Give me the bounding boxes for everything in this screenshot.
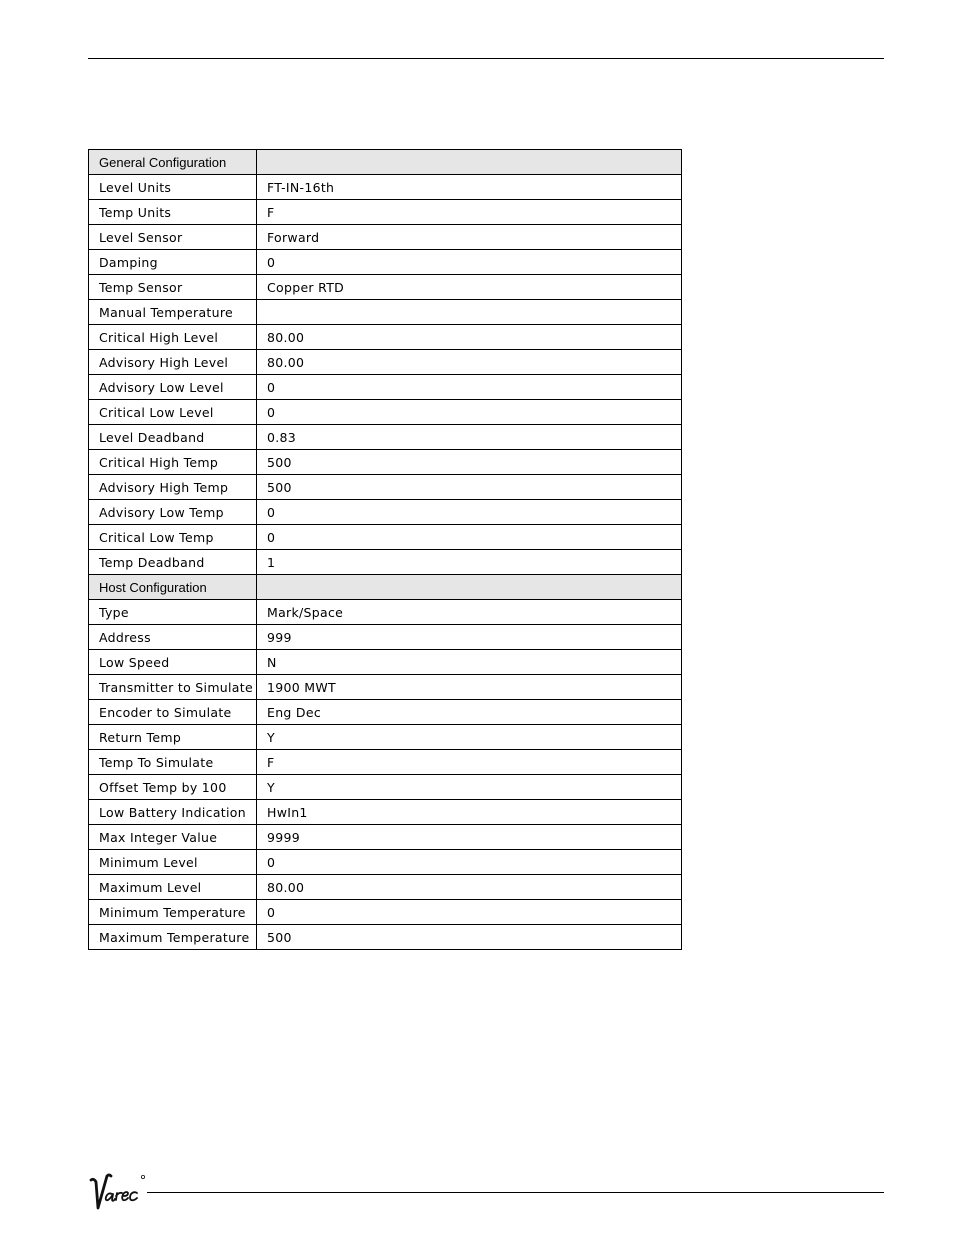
table-row (89, 525, 682, 550)
section-title: Host Configuration (89, 575, 257, 600)
table-row (89, 550, 682, 575)
parameter-label: Maximum Temperature (89, 925, 257, 950)
parameter-value: N (257, 650, 682, 675)
table-row (89, 700, 682, 725)
parameter-value: 0 (257, 850, 682, 875)
parameter-label: Type (89, 600, 257, 625)
parameter-label: Temp Deadband (89, 550, 257, 575)
parameter-value: 80.00 (257, 875, 682, 900)
table-row (89, 350, 682, 375)
parameter-value: 500 (257, 450, 682, 475)
parameter-label: Advisory High Level (89, 350, 257, 375)
parameter-value: 9999 (257, 825, 682, 850)
parameter-value: HwIn1 (257, 800, 682, 825)
table-row (89, 275, 682, 300)
parameter-value: Copper RTD (257, 275, 682, 300)
parameter-label: Temp Sensor (89, 275, 257, 300)
section-title: General Configuration (89, 150, 257, 175)
parameter-value: 80.00 (257, 350, 682, 375)
parameter-label: Low Speed (89, 650, 257, 675)
table-row (89, 325, 682, 350)
parameter-value: 1900 MWT (257, 675, 682, 700)
table-row (89, 875, 682, 900)
table-row (89, 625, 682, 650)
parameter-label: Minimum Temperature (89, 900, 257, 925)
table-row (89, 750, 682, 775)
section-value-cell (257, 575, 682, 600)
table-row (89, 675, 682, 700)
parameter-label: Critical High Temp (89, 450, 257, 475)
parameter-value: 0 (257, 525, 682, 550)
table-row (89, 450, 682, 475)
parameter-value: Eng Dec (257, 700, 682, 725)
parameter-value: 500 (257, 475, 682, 500)
table-row (89, 200, 682, 225)
table-row (89, 925, 682, 950)
parameter-label: Critical High Level (89, 325, 257, 350)
parameter-label: Low Battery Indication (89, 800, 257, 825)
table-row (89, 500, 682, 525)
parameter-label: Damping (89, 250, 257, 275)
table-row (89, 725, 682, 750)
parameter-value: Y (257, 775, 682, 800)
section-value-cell (257, 150, 682, 175)
parameter-value: 500 (257, 925, 682, 950)
parameter-label: Maximum Level (89, 875, 257, 900)
table-row (89, 775, 682, 800)
configuration-table-body (89, 150, 682, 950)
parameter-label: Level Units (89, 175, 257, 200)
parameter-value: 999 (257, 625, 682, 650)
section-header-row (89, 150, 682, 175)
parameter-value: Mark/Space (257, 600, 682, 625)
parameter-label: Critical Low Temp (89, 525, 257, 550)
parameter-value: 0 (257, 375, 682, 400)
parameter-label: Offset Temp by 100 (89, 775, 257, 800)
parameter-label: Critical Low Level (89, 400, 257, 425)
table-row (89, 175, 682, 200)
parameter-label: Address (89, 625, 257, 650)
table-row (89, 375, 682, 400)
parameter-label: Transmitter to Simulate (89, 675, 257, 700)
parameter-value: 0 (257, 900, 682, 925)
parameter-value (257, 300, 682, 325)
parameter-label: Max Integer Value (89, 825, 257, 850)
parameter-label: Level Deadband (89, 425, 257, 450)
parameter-label: Advisory High Temp (89, 475, 257, 500)
parameter-label: Return Temp (89, 725, 257, 750)
header-rule (88, 58, 884, 59)
table-row (89, 800, 682, 825)
parameter-label: Temp Units (89, 200, 257, 225)
parameter-value: 0.83 (257, 425, 682, 450)
parameter-value: Y (257, 725, 682, 750)
parameter-label: Advisory Low Level (89, 375, 257, 400)
table-row (89, 400, 682, 425)
parameter-label: Advisory Low Temp (89, 500, 257, 525)
table-row (89, 900, 682, 925)
footer-rule (147, 1192, 884, 1193)
parameter-value: 0 (257, 400, 682, 425)
table-row (89, 850, 682, 875)
parameter-value: FT-IN-16th (257, 175, 682, 200)
table-row (89, 825, 682, 850)
parameter-label: Encoder to Simulate (89, 700, 257, 725)
parameter-label: Manual Temperature (89, 300, 257, 325)
parameter-value: F (257, 750, 682, 775)
table-row (89, 425, 682, 450)
parameter-value: 0 (257, 250, 682, 275)
parameter-label: Minimum Level (89, 850, 257, 875)
section-header-row (89, 575, 682, 600)
table-row (89, 250, 682, 275)
parameter-label: Level Sensor (89, 225, 257, 250)
parameter-value: Forward (257, 225, 682, 250)
varec-logo (88, 1168, 148, 1216)
table-row (89, 600, 682, 625)
parameter-value: 80.00 (257, 325, 682, 350)
parameter-value: 0 (257, 500, 682, 525)
configuration-table (88, 149, 682, 950)
table-row (89, 650, 682, 675)
varec-logo-mark (88, 1168, 148, 1216)
parameter-value: F (257, 200, 682, 225)
table-row (89, 300, 682, 325)
parameter-value: 1 (257, 550, 682, 575)
table-row (89, 475, 682, 500)
parameter-label: Temp To Simulate (89, 750, 257, 775)
table-row (89, 225, 682, 250)
